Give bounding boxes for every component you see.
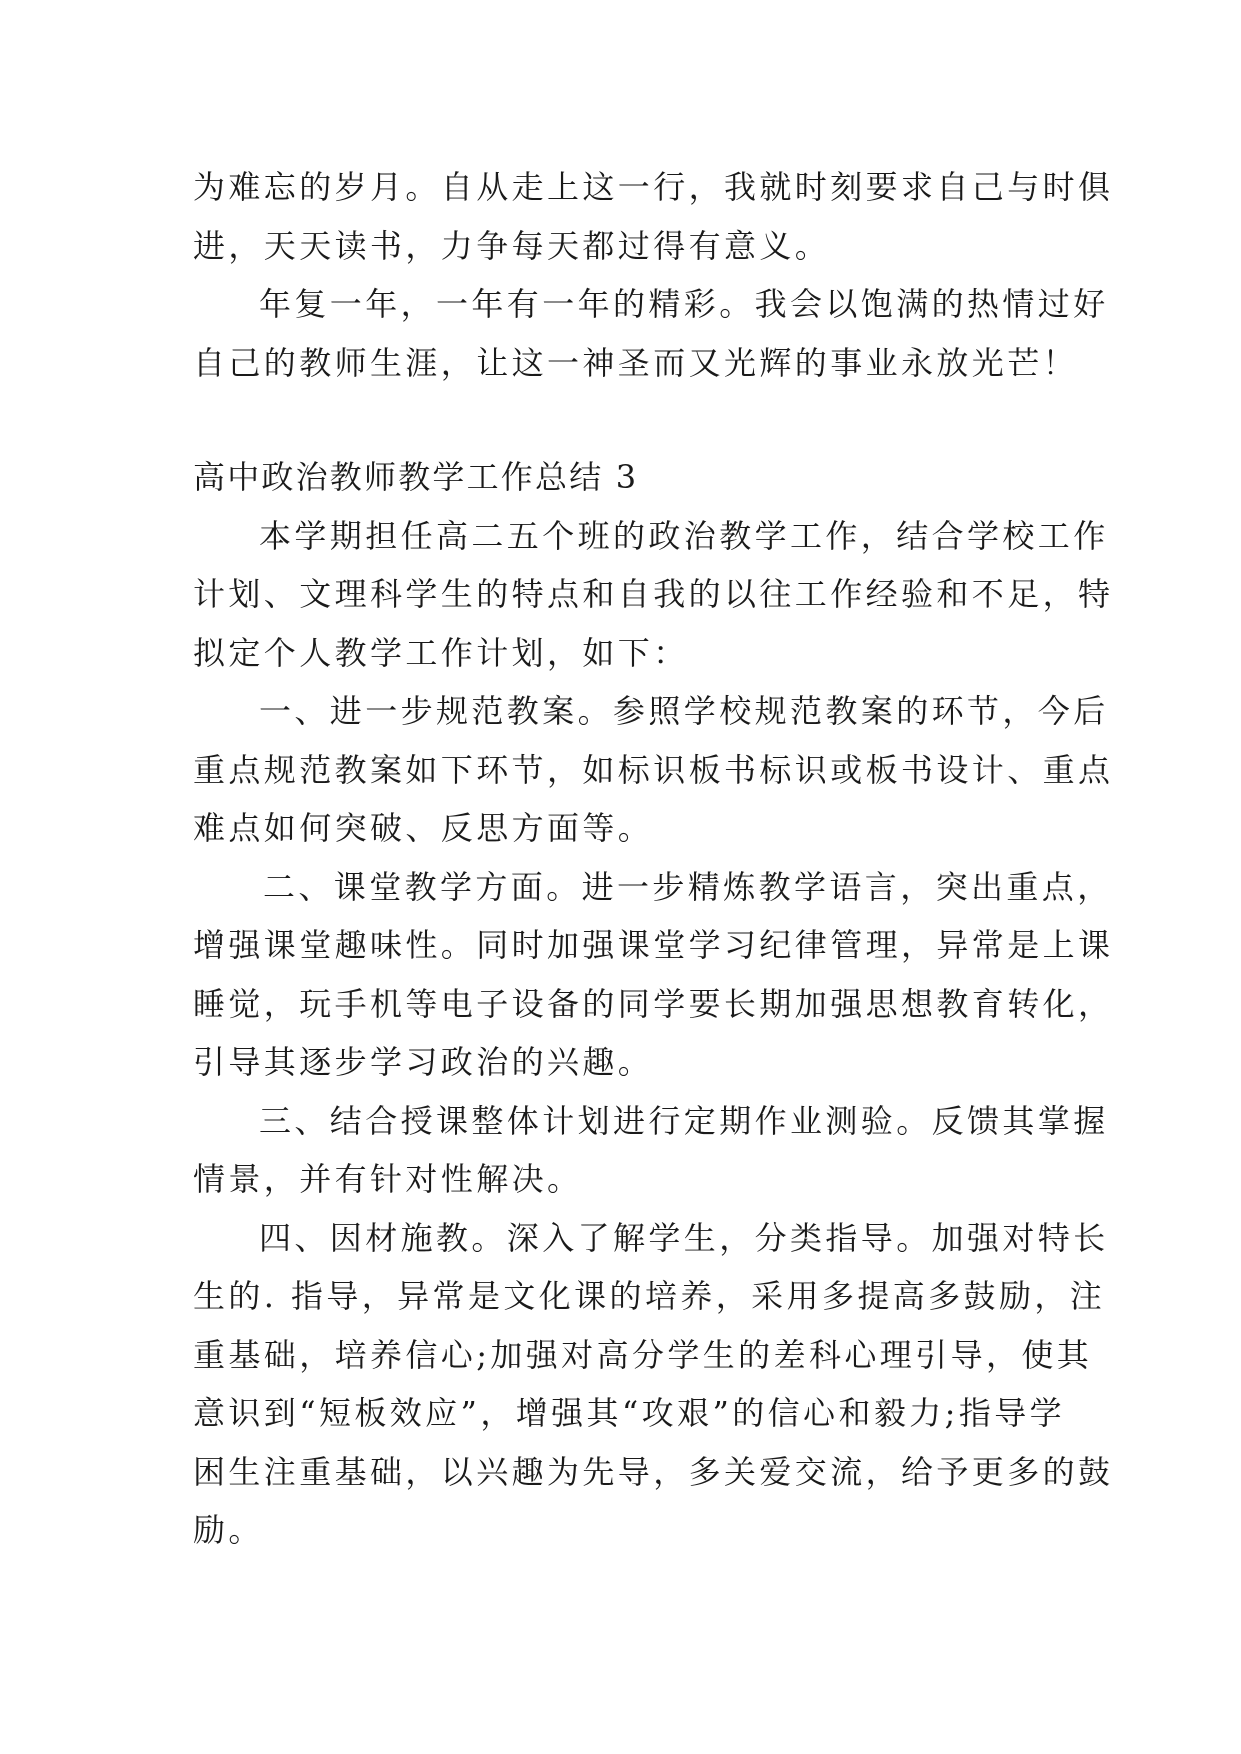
text-line: 重点规范教案如下环节，如标识板书标识或板书设计、重点 xyxy=(193,750,1114,789)
text-line: 生的. 指导，异常是文化课的培养，采用多提高多鼓励，注 xyxy=(193,1277,1106,1315)
text-line: 意识到“短板效应”，增强其“攻艰”的信心和毅力;指导学 xyxy=(193,1394,1066,1432)
section-title-block xyxy=(193,448,1053,507)
paragraph-lesson-plans xyxy=(193,682,1114,858)
text-line: 计划、文理科学生的特点和自我的以往工作经验和不足，特 xyxy=(193,575,1114,613)
text-line: 重基础，培养信心;加强对高分学生的差科心理引导，使其 xyxy=(193,1335,1093,1374)
paragraph-classroom-teaching xyxy=(193,858,1114,1092)
text-line: 四、因材施教。深入了解学生，分类指导。加强对特长 xyxy=(259,1218,1109,1257)
paragraph-overview xyxy=(193,507,1114,683)
text-line: 为难忘的岁月。自从走上这一行，我就时刻要求自己与时俱 xyxy=(193,168,1114,206)
text-line: 年复一年，一年有一年的精彩。我会以饱满的热情过好 xyxy=(259,285,1109,323)
text-line: 一、进一步规范教案。参照学校规范教案的环节，今后 xyxy=(259,692,1109,730)
text-line: 本学期担任高二五个班的政治教学工作，结合学校工作 xyxy=(259,516,1109,555)
text-line: 进，天天读书，力争每天都过得有意义。 xyxy=(193,226,831,265)
section-title: 高中政治教师教学工作总结 3 xyxy=(193,458,639,496)
text-line: 三、结合授课整体计划进行定期作业测验。反馈其掌握 xyxy=(259,1101,1109,1140)
text-line: 引导其逐步学习政治的兴趣。 xyxy=(193,1043,654,1081)
text-line: 睡觉，玩手机等电子设备的同学要长期加强思想教育转化， xyxy=(193,984,1114,1023)
text-line: 二、课堂教学方面。进一步精炼教学语言，突出重点， xyxy=(263,867,1113,906)
intro-paragraph xyxy=(193,158,1114,275)
closing-paragraph xyxy=(193,275,1109,392)
text-line: 困生注重基础，以兴趣为先导，多关爱交流，给予更多的鼓 xyxy=(193,1452,1114,1491)
text-line: 拟定个人教学工作计划，如下： xyxy=(193,633,689,672)
document-body xyxy=(193,158,1114,1560)
text-line: 自己的教师生涯，让这一神圣而又光辉的事业永放光芒！ xyxy=(193,343,1079,382)
text-line: 情景，并有针对性解决。 xyxy=(193,1160,583,1198)
text-line: 增强课堂趣味性。同时加强课堂学习纪律管理，异常是上课 xyxy=(193,926,1114,964)
paragraph-individualized-teaching xyxy=(193,1209,1114,1560)
text-line: 励。 xyxy=(193,1511,264,1549)
text-line: 难点如何突破、反思方面等。 xyxy=(193,809,654,847)
paragraph-homework-tests xyxy=(193,1092,1109,1209)
